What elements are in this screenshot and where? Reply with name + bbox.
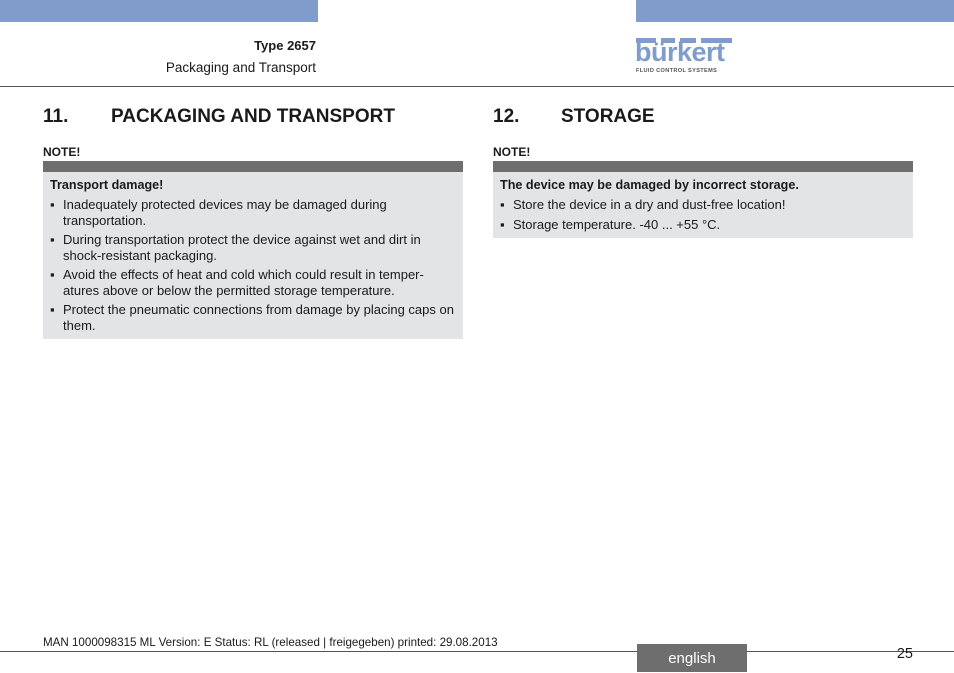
list-item — [50, 302, 455, 333]
list-item-text: Inadequately protected devices may be damaged during transportation. — [63, 197, 387, 228]
logo-wordmark: bürkert — [635, 37, 725, 67]
note-box — [493, 172, 913, 238]
chapter-heading — [43, 105, 463, 129]
chapter-title: PACKAGING AND TRANSPORT — [111, 106, 395, 127]
document-info: MAN 1000098315 ML Version: E Status: RL (released | freigegeben) printed: 29.08.2013 — [43, 636, 498, 649]
bullet-icon: ▪ — [50, 302, 55, 317]
top-accent-band-left — [0, 0, 318, 22]
list-item-text: Store the device in a dry and dust-free location! — [513, 197, 786, 212]
list-item — [500, 197, 905, 213]
chapter-number: 12. — [493, 106, 520, 127]
chapter-heading — [493, 105, 913, 129]
page-number: 25 — [896, 646, 913, 662]
logo-tagline: FLUID CONTROL SYSTEMS — [636, 68, 718, 74]
section-storage — [493, 105, 913, 238]
list-item-text: During transportation protect the device against wet and dirt in shock-resistant packaging. — [63, 232, 421, 263]
document-type: Type 2657 — [254, 38, 316, 53]
list-item — [50, 232, 455, 263]
note-list — [500, 197, 905, 232]
list-item-text: Storage temperature. -40 ... +55 °C. — [513, 216, 721, 232]
bullet-icon: ▪ — [500, 216, 505, 232]
note-label: NOTE! — [43, 145, 81, 159]
footer-divider — [0, 651, 954, 652]
note-list — [50, 197, 455, 333]
list-item — [500, 217, 905, 233]
chapter-title: STORAGE — [561, 106, 655, 127]
burkert-logo — [636, 38, 736, 78]
bullet-icon: ▪ — [500, 197, 505, 212]
note-title: The device may be damaged by incorrect storage. — [500, 178, 799, 192]
note-label: NOTE! — [493, 145, 531, 159]
list-item — [50, 267, 455, 298]
chapter-number: 11. — [43, 106, 69, 127]
language-tab: english — [637, 644, 747, 672]
note-header-bar — [43, 161, 463, 172]
bullet-icon: ▪ — [50, 232, 55, 247]
note-box — [43, 172, 463, 339]
top-accent-band-right — [636, 0, 954, 22]
list-item-text: Avoid the effects of heat and cold which could result in temper-atures above or below the permitted storage temperature. — [63, 267, 424, 298]
header-divider — [0, 86, 954, 87]
note-title: Transport damage! — [50, 178, 164, 192]
list-item — [50, 197, 455, 228]
note-header-bar — [493, 161, 913, 172]
bullet-icon: ▪ — [50, 267, 55, 282]
running-section-title: Packaging and Transport — [165, 60, 316, 75]
list-item-text: Protect the pneumatic connections from damage by placing caps on them. — [63, 302, 454, 333]
section-packaging-transport — [43, 105, 463, 339]
bullet-icon: ▪ — [50, 197, 55, 212]
